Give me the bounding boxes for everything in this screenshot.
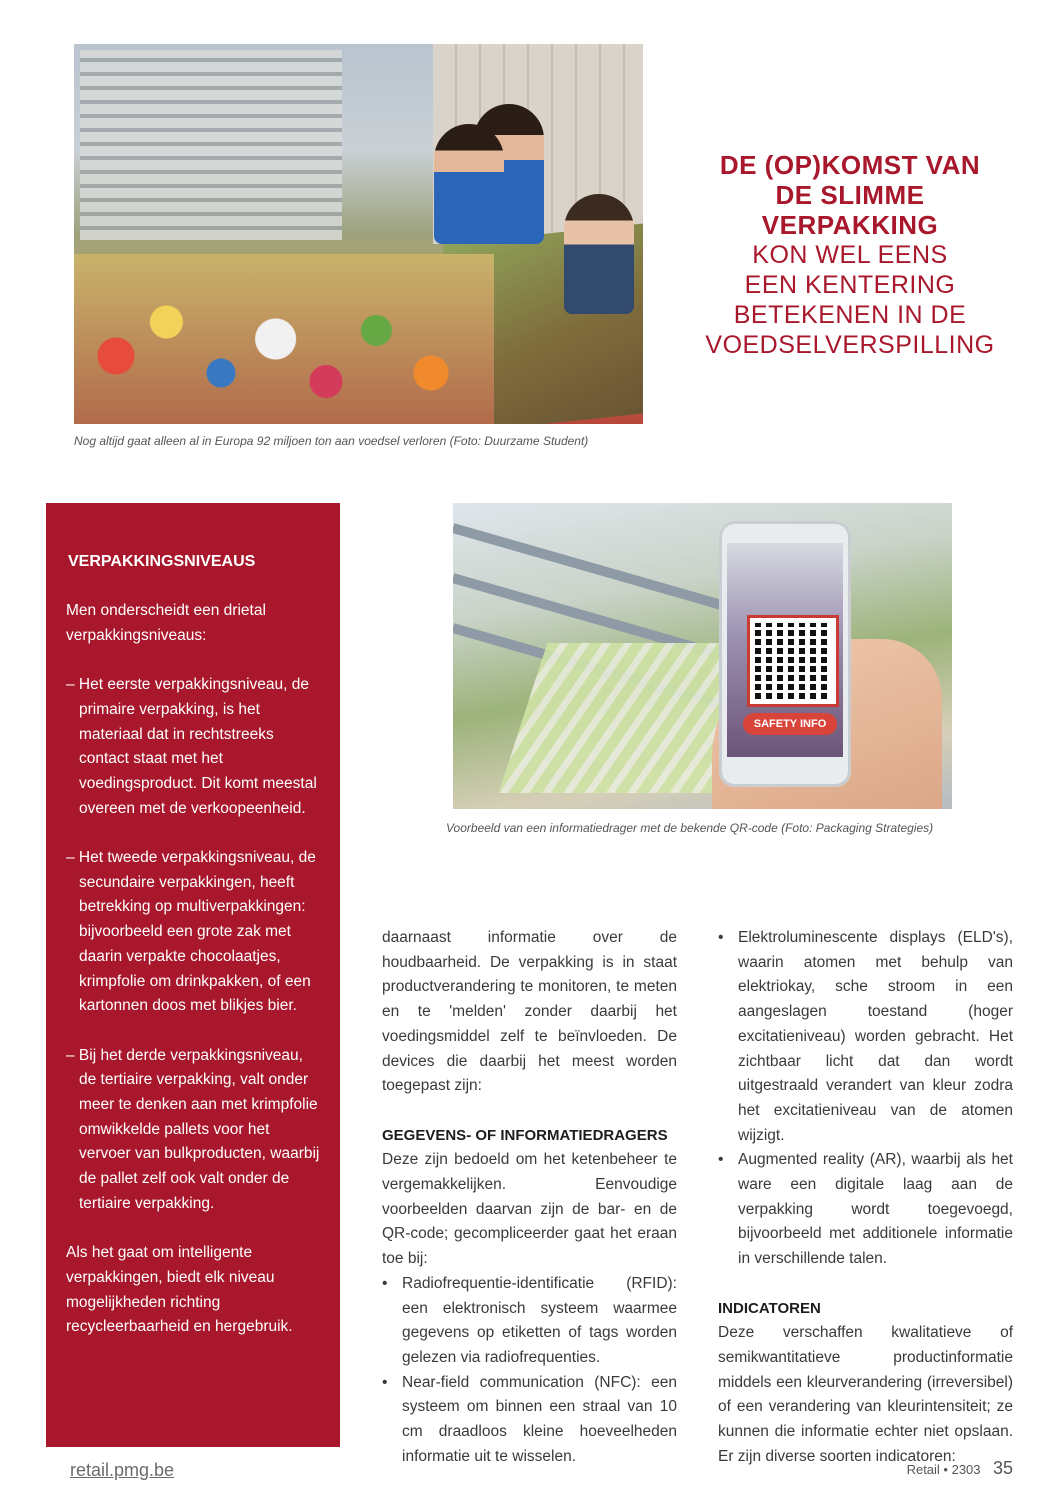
photo-caption: Voorbeeld van een informatiedrager met de bekende QR-code (Foto: Packaging Strategies) bbox=[446, 821, 934, 835]
sidebar-title: VERPAKKINGSNIVEAUS bbox=[68, 553, 256, 570]
pull-quote-bold-line: DE (OP)KOMST VAN bbox=[719, 150, 981, 180]
paragraph: Deze zijn bedoeld om het ketenbeheer te vergemakkelijken. Eenvoudige voorbeelden daarvan zijn de bar- en de QR-code; gecompliceerder gaat het eraan toe bij: bbox=[382, 1151, 677, 1268]
discarded-food-pile bbox=[74, 254, 494, 424]
sidebar-outro: Als het gaat om intelligente verpakkingen, biedt elk niveau mogelijkheden richting recycleerbaarheid en hergebruik. bbox=[66, 1244, 293, 1336]
body-column bbox=[382, 926, 677, 1469]
bullet-item: • Elektroluminescente displays (ELD's), waarin atomen met behulp van elektriokay, sche stroom in een aangeslagen toestand (hoger excitatieniveau) worden gebracht. Het zichtbaar licht dat dan wordt uitgestraald verandert van kleur zodra het excitatieniveau van de atomen wijzigt. bbox=[718, 926, 1013, 1148]
sidebar-list-item: – Het tweede verpakkingsniveau, de secundaire verpakkingen, heeft betrekking op multiverpakkingen: bijvoorbeeld een grote zak met daarin verpakte chocolaatjes, krimpfolie om drinkpakken, of een kartonnen doos met blikjes bier. bbox=[66, 849, 316, 1015]
pull-quote-bold-line: VERPAKKING bbox=[761, 210, 939, 240]
magazine-issue: Retail • 2303 bbox=[906, 1462, 981, 1477]
qr-code-icon bbox=[747, 615, 839, 707]
safety-info-label: SAFETY INFO bbox=[743, 713, 837, 735]
sidebar-list-item: – Bij het derde verpakkingsniveau, de tertiaire verpakking, valt onder meer te denken aan met krimpfolie omwikkelde pallets voor het vervoer van bulkproducten, waarbij de pallet zelf ook valt onder de tertiaire verpakking. bbox=[66, 1046, 320, 1212]
website-link[interactable]: retail.pmg.be bbox=[70, 1460, 175, 1480]
smartphone bbox=[719, 521, 851, 787]
section-heading: INDICATOREN bbox=[718, 1299, 821, 1317]
photo-caption: Nog altijd gaat alleen al in Europa 92 miljoen ton aan voedsel verloren (Foto: Duurzame Student) bbox=[74, 434, 589, 448]
bullet-item: • Augmented reality (AR), waarbij als het ware een digitale laag aan de verpakking wordt toegevoegd, bijvoorbeeld met additionele informatie in verschillende talen. bbox=[718, 1148, 1013, 1272]
pull-quote bbox=[700, 150, 1000, 360]
pull-quote-line: KON WEL EENS bbox=[752, 241, 948, 269]
section-heading: GEGEVENS- OF INFORMATIEDRAGERS bbox=[382, 1126, 668, 1144]
apartment-building bbox=[80, 50, 342, 240]
sidebar-body bbox=[66, 599, 322, 1365]
dumpster-food-waste-photo bbox=[74, 44, 643, 424]
person-figure bbox=[564, 194, 634, 314]
body-column bbox=[718, 926, 1013, 1469]
bullet-list bbox=[382, 1272, 677, 1470]
bullet-list bbox=[718, 926, 1013, 1272]
pull-quote-bold-line: DE SLIMME bbox=[775, 180, 925, 210]
bullet-item: • Radiofrequentie-identificatie (RFID): een elektronisch systeem waarmee gegevens op etiketten of tags worden gelezen via radiofrequenties. bbox=[382, 1272, 677, 1371]
pull-quote-line: EEN KENTERING bbox=[744, 271, 956, 299]
paragraph: daarnaast informatie over de houdbaarheid. De verpakking is in staat productverandering te monitoren, te meten en te 'melden' zonder daarbij het voedingsmiddel zelf te beïnvloeden. De devices die daarbij het meest worden toegepast zijn: bbox=[382, 929, 677, 1095]
pull-quote-line: VOEDSELVERSPILLING bbox=[705, 331, 995, 359]
page-number: 35 bbox=[992, 1458, 1013, 1478]
phone-screen bbox=[727, 543, 843, 757]
person-figure bbox=[434, 124, 504, 244]
pull-quote-line: BETEKENEN IN DE bbox=[733, 301, 967, 329]
qr-code-phone-photo bbox=[453, 503, 952, 809]
paragraph: Deze verschaffen kwalitatieve of semikwantitatieve productinformatie middels een kleurverandering (irreversibel) of een verandering van kleurintensiteit; ze kunnen die informatie echter niet opslaan. Er zijn diverse soorten indicatoren: bbox=[718, 1324, 1013, 1465]
bullet-item: • Near-field communication (NFC): een systeem om binnen een straal van 10 cm draadloos kleine hoeveelheden informatie uit te wisselen. bbox=[382, 1371, 677, 1470]
sidebar-list-item: – Het eerste verpakkingsniveau, de primaire verpakking, is het materiaal dat in rechtstreeks contact staat met het voedingsproduct. Dit komt meestal overeen met de verkoopeenheid. bbox=[66, 676, 317, 817]
sidebar-box bbox=[46, 503, 340, 1447]
sidebar-intro: Men onderscheidt een drietal verpakkingsniveaus: bbox=[66, 602, 266, 644]
page-footer bbox=[850, 1458, 1013, 1479]
